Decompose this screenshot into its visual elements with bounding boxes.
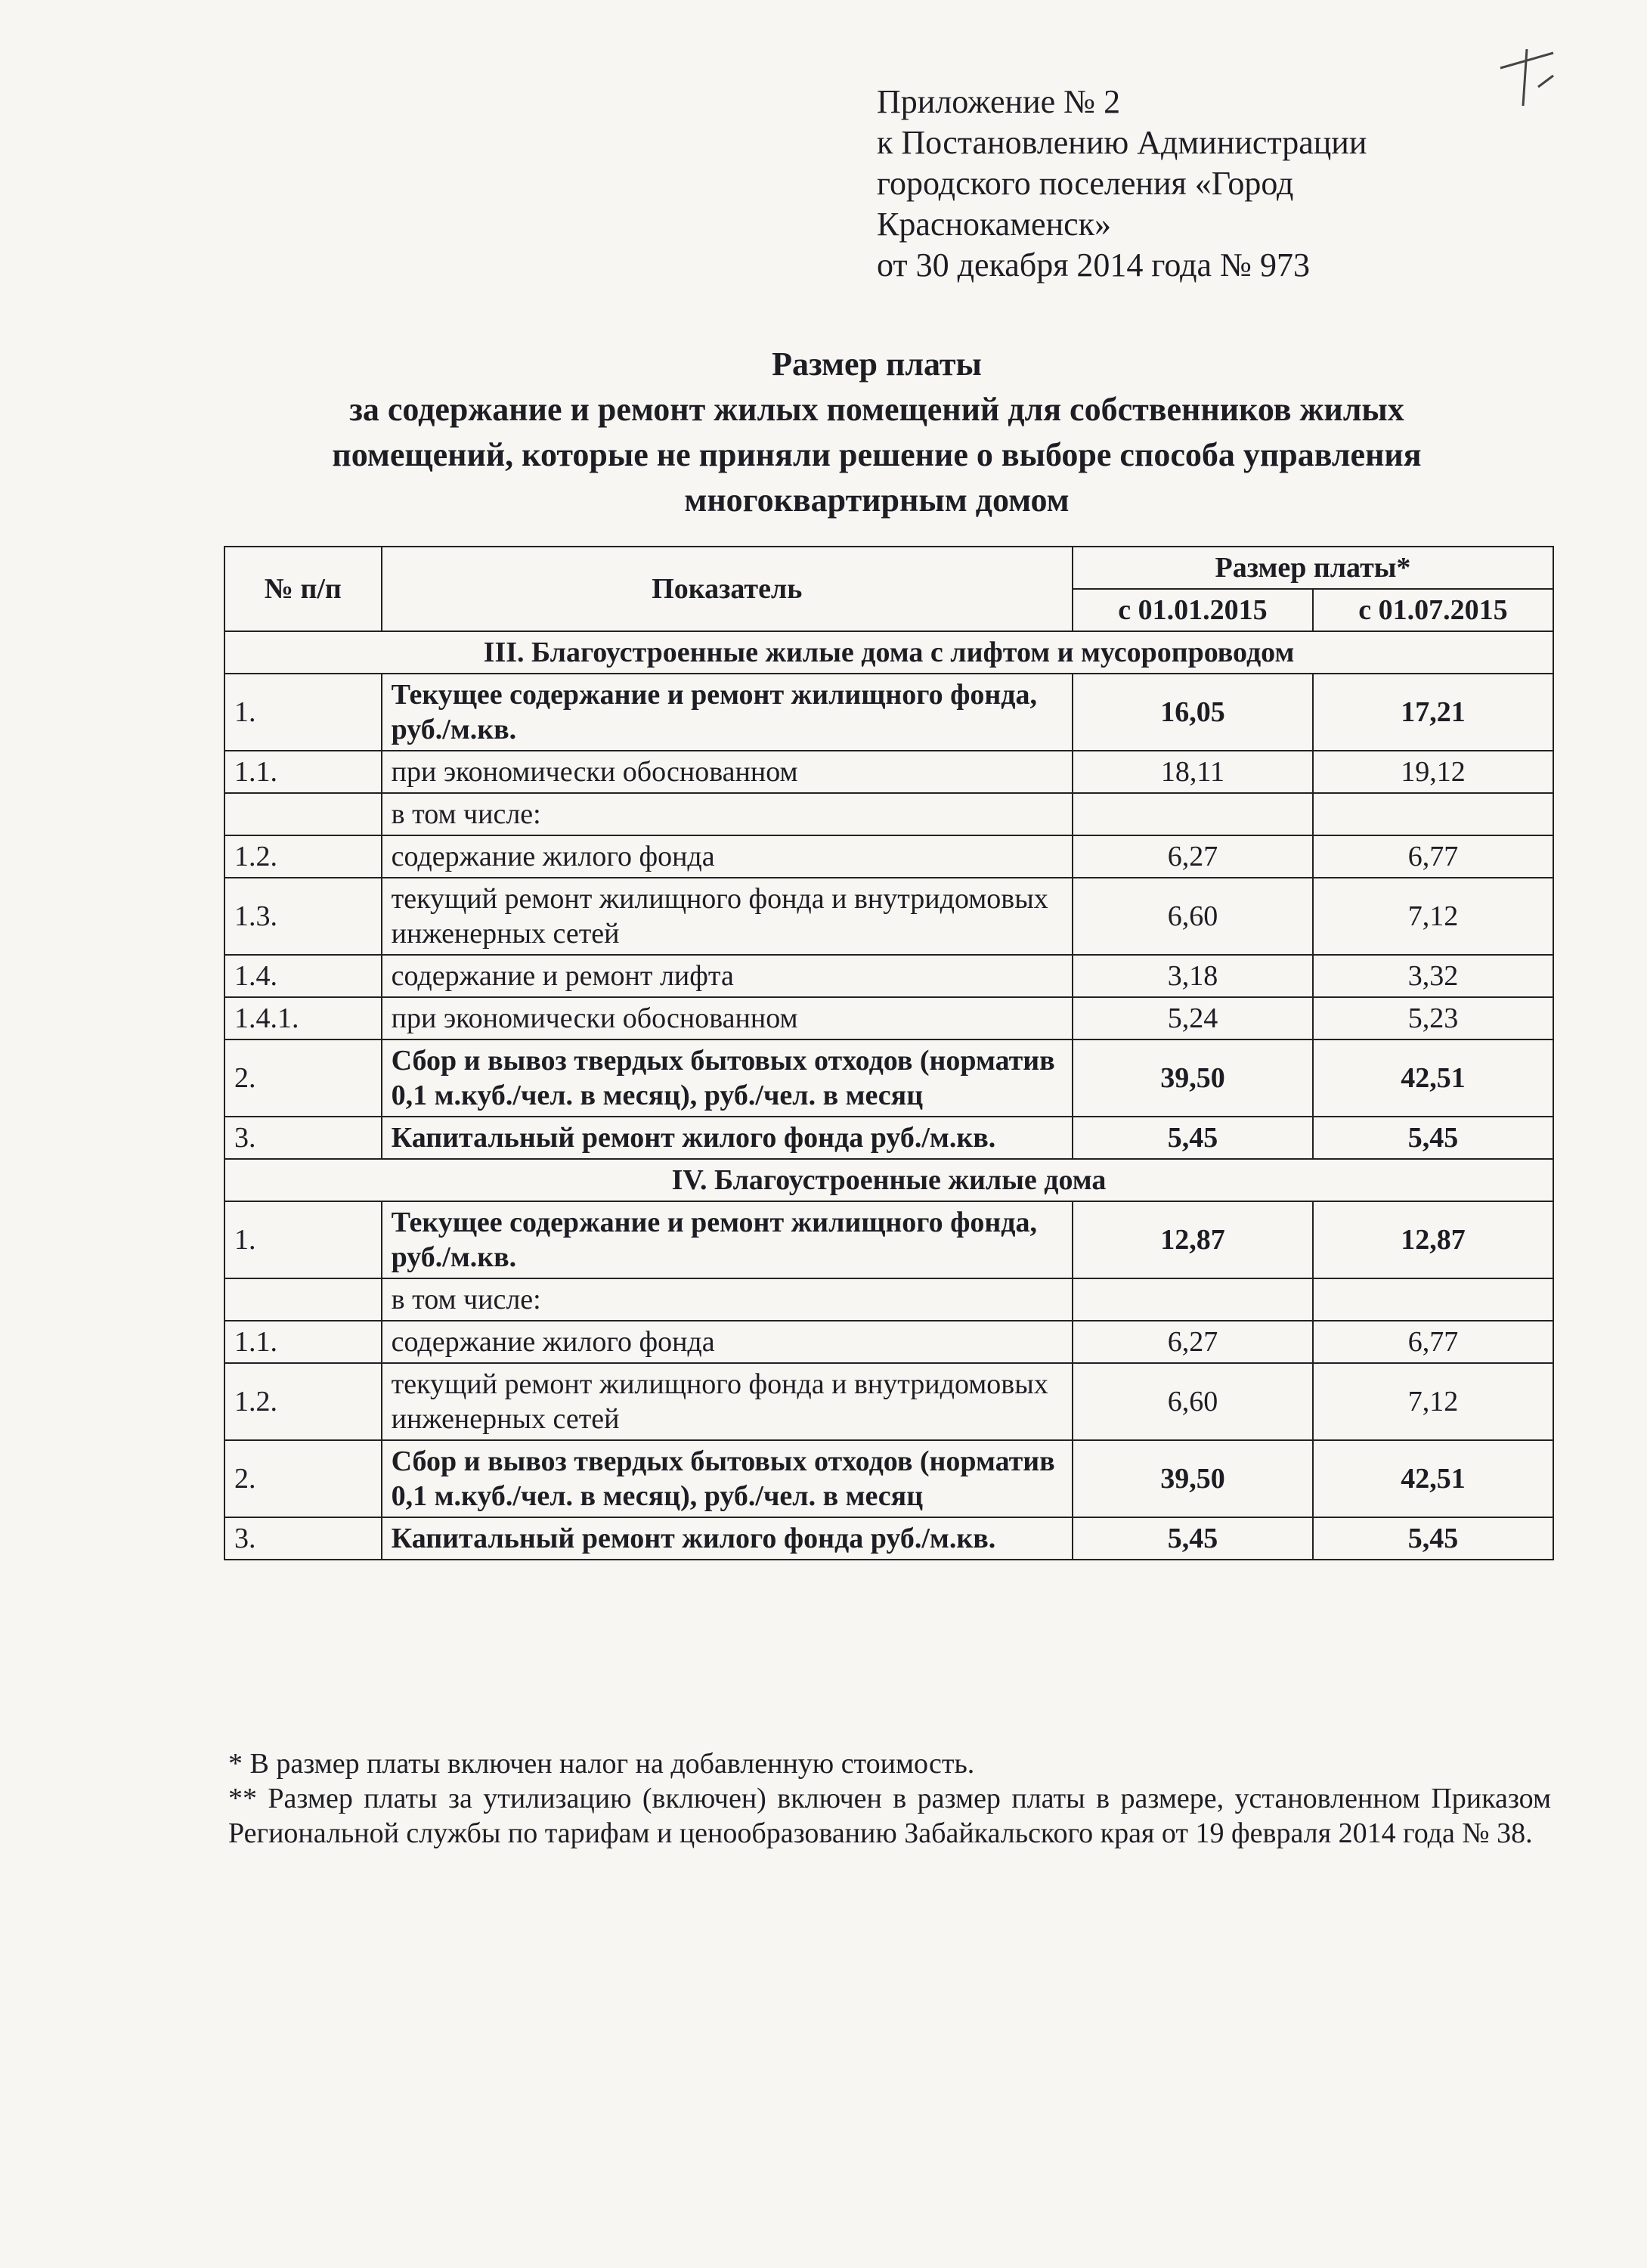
title-line: помещений, которые не приняли решение о выборе способа управления: [332, 436, 1422, 473]
row-value-2015-07: 5,45: [1313, 1517, 1553, 1560]
row-value-2015-07: 17,21: [1313, 674, 1553, 751]
row-number: [224, 1278, 382, 1321]
table-row: [224, 1321, 1553, 1363]
row-number: 1.2.: [224, 1363, 382, 1440]
row-value-2015-01: 3,18: [1073, 955, 1313, 997]
document-title: [227, 342, 1527, 523]
row-number: 1.3.: [224, 878, 382, 955]
header-line: от 30 декабря 2014 года № 973: [877, 246, 1311, 284]
row-value-2015-07: 5,45: [1313, 1117, 1553, 1159]
col-indicator-header: Показатель: [382, 547, 1073, 631]
row-number: 3.: [224, 1517, 382, 1560]
row-indicator: при экономически обоснованном: [382, 751, 1073, 793]
table-row: [224, 751, 1553, 793]
row-indicator: Капитальный ремонт жилого фонда руб./м.кв.: [382, 1517, 1073, 1560]
row-indicator: при экономически обоснованном: [382, 997, 1073, 1040]
section-title: IV. Благоустроенные жилые дома: [224, 1159, 1553, 1201]
section-row: [224, 1159, 1553, 1201]
row-value-2015-07: [1313, 793, 1553, 835]
section-title: III. Благоустроенные жилые дома с лифтом и мусоропроводом: [224, 631, 1553, 674]
row-value-2015-01: 39,50: [1073, 1440, 1313, 1517]
header-line: к Постановлению Администрации: [877, 124, 1367, 161]
row-value-2015-07: 3,32: [1313, 955, 1553, 997]
row-value-2015-07: 42,51: [1313, 1040, 1553, 1117]
table-row: [224, 674, 1553, 751]
row-indicator: содержание жилого фонда: [382, 1321, 1073, 1363]
title-line: Размер платы: [772, 345, 982, 383]
table-row: [224, 1117, 1553, 1159]
row-value-2015-07: 42,51: [1313, 1440, 1553, 1517]
tariff-table: [224, 546, 1554, 1560]
row-value-2015-07: 12,87: [1313, 1201, 1553, 1278]
row-indicator: текущий ремонт жилищного фонда и внутридомовых инженерных сетей: [382, 878, 1073, 955]
row-value-2015-01: [1073, 793, 1313, 835]
table-row: [224, 1363, 1553, 1440]
row-indicator: Капитальный ремонт жилого фонда руб./м.кв.: [382, 1117, 1073, 1159]
col-date2-header: с 01.07.2015: [1313, 589, 1553, 631]
row-number: 1.1.: [224, 751, 382, 793]
row-value-2015-01: 5,24: [1073, 997, 1313, 1040]
row-indicator: текущий ремонт жилищного фонда и внутридомовых инженерных сетей: [382, 1363, 1073, 1440]
row-value-2015-01: 6,60: [1073, 1363, 1313, 1440]
row-number: 1.2.: [224, 835, 382, 878]
row-indicator: содержание и ремонт лифта: [382, 955, 1073, 997]
appendix-header: [877, 82, 1557, 286]
row-value-2015-07: 6,77: [1313, 835, 1553, 878]
row-number: 1.4.: [224, 955, 382, 997]
col-date1-header: с 01.01.2015: [1073, 589, 1313, 631]
row-value-2015-07: 7,12: [1313, 878, 1553, 955]
row-value-2015-01: 16,05: [1073, 674, 1313, 751]
header-line: Краснокаменск»: [877, 206, 1112, 243]
title-line: многоквартирным домом: [684, 482, 1070, 519]
row-number: 1.: [224, 1201, 382, 1278]
table-row: [224, 997, 1553, 1040]
table-row: [224, 1040, 1553, 1117]
row-indicator: Текущее содержание и ремонт жилищного фонда, руб./м.кв.: [382, 1201, 1073, 1278]
row-value-2015-01: 12,87: [1073, 1201, 1313, 1278]
row-number: 2.: [224, 1040, 382, 1117]
table-row: [224, 1440, 1553, 1517]
row-value-2015-01: 6,27: [1073, 1321, 1313, 1363]
table-row: [224, 1517, 1553, 1560]
table-row: [224, 955, 1553, 997]
table-row: [224, 793, 1553, 835]
row-indicator: в том числе:: [382, 793, 1073, 835]
row-indicator: в том числе:: [382, 1278, 1073, 1321]
row-indicator: Сбор и вывоз твердых бытовых отходов (норматив 0,1 м.куб./чел. в месяц), руб./чел. в месяц: [382, 1440, 1073, 1517]
row-number: 1.1.: [224, 1321, 382, 1363]
row-indicator: Сбор и вывоз твердых бытовых отходов (норматив 0,1 м.куб./чел. в месяц), руб./чел. в месяц: [382, 1040, 1073, 1117]
footnote-utilization: ** Размер платы за утилизацию (включен) включен в размер платы в размере, установленном Приказом Региональной службы по тарифам и ценообразованию Забайкальского края от 19 февраля 2014 года № 38.: [228, 1783, 1551, 1849]
row-number: 3.: [224, 1117, 382, 1159]
row-value-2015-01: 6,60: [1073, 878, 1313, 955]
section-row: [224, 631, 1553, 674]
table-row: [224, 1278, 1553, 1321]
col-num-header: № п/п: [224, 547, 382, 631]
row-value-2015-07: 19,12: [1313, 751, 1553, 793]
table-row: [224, 1201, 1553, 1278]
row-value-2015-01: 5,45: [1073, 1117, 1313, 1159]
row-value-2015-01: 39,50: [1073, 1040, 1313, 1117]
footnotes: [228, 1746, 1551, 1851]
row-value-2015-07: [1313, 1278, 1553, 1321]
row-value-2015-01: 18,11: [1073, 751, 1313, 793]
row-indicator: Текущее содержание и ремонт жилищного фонда, руб./м.кв.: [382, 674, 1073, 751]
row-value-2015-01: [1073, 1278, 1313, 1321]
row-number: 2.: [224, 1440, 382, 1517]
title-line: за содержание и ремонт жилых помещений для собственников жилых: [349, 391, 1404, 428]
row-value-2015-07: 5,23: [1313, 997, 1553, 1040]
row-number: 1.: [224, 674, 382, 751]
row-indicator: содержание жилого фонда: [382, 835, 1073, 878]
table-row: [224, 835, 1553, 878]
row-value-2015-01: 5,45: [1073, 1517, 1313, 1560]
row-value-2015-01: 6,27: [1073, 835, 1313, 878]
col-payment-header: Размер платы*: [1073, 547, 1553, 589]
row-value-2015-07: 7,12: [1313, 1363, 1553, 1440]
header-line: Приложение № 2: [877, 83, 1121, 120]
footnote-vat: * В размер платы включен налог на добавленную стоимость.: [228, 1748, 975, 1780]
row-number: [224, 793, 382, 835]
header-line: городского поселения «Город: [877, 165, 1294, 202]
table-row: [224, 878, 1553, 955]
row-number: 1.4.1.: [224, 997, 382, 1040]
row-value-2015-07: 6,77: [1313, 1321, 1553, 1363]
table-header-row: [224, 547, 1553, 589]
